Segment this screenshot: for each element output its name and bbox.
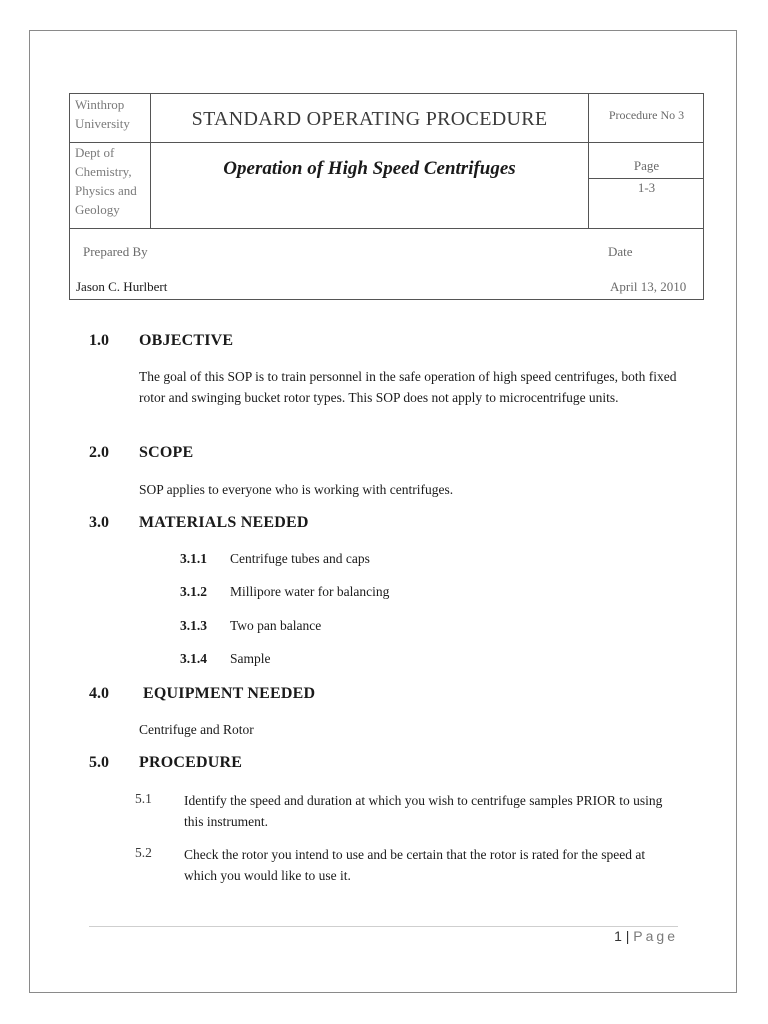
section-number: 2.0 xyxy=(89,444,109,461)
procedure-step-text: Identify the speed and duration at which you wish to centrifuge samples PRIOR to using this instrument. xyxy=(184,793,663,829)
material-item: Millipore water for balancing xyxy=(230,584,390,599)
header-divider xyxy=(588,178,703,179)
header-divider xyxy=(70,142,703,143)
material-number: 3.1.4 xyxy=(180,651,207,666)
procedure-number: Procedure No 3 xyxy=(608,108,685,122)
footer-rule xyxy=(89,926,678,927)
date-label: Date xyxy=(608,244,633,259)
procedure-step-number: 5.1 xyxy=(135,791,152,806)
department-name: Dept of Chemistry, Physics and Geology xyxy=(75,145,137,217)
section-title-procedure: PROCEDURE xyxy=(139,754,243,771)
section-title-scope: SCOPE xyxy=(139,444,194,461)
section-title-materials: MATERIALS NEEDED xyxy=(139,514,309,531)
equipment-text: Centrifuge and Rotor xyxy=(139,722,254,737)
section-number: 4.0 xyxy=(89,685,109,702)
objective-text: The goal of this SOP is to train personnel in the safe operation of high speed centrifuges, both fixed rotor and swinging bucket rotor types. This SOP does not apply to microcentrifuge units. xyxy=(139,369,677,405)
material-number: 3.1.1 xyxy=(180,551,207,566)
material-number: 3.1.2 xyxy=(180,584,207,599)
material-item: Centrifuge tubes and caps xyxy=(230,551,370,566)
section-title-objective: OBJECTIVE xyxy=(139,332,234,349)
procedure-step-text: Check the rotor you intend to use and be certain that the rotor is rated for the speed at which you would like to use it. xyxy=(184,847,646,883)
prepared-by-label: Prepared By xyxy=(83,244,148,259)
footer-separator: | xyxy=(625,928,630,944)
material-item: Two pan balance xyxy=(230,618,322,633)
footer-page-number: 1 xyxy=(614,928,622,944)
material-item: Sample xyxy=(230,651,271,666)
section-title-equipment: EQUIPMENT NEEDED xyxy=(143,685,316,702)
procedure-step-number: 5.2 xyxy=(135,845,152,860)
scope-text: SOP applies to everyone who is working with centrifuges. xyxy=(139,482,454,497)
document-type: STANDARD OPERATING PROCEDURE xyxy=(191,108,548,130)
page-footer xyxy=(614,928,678,944)
section-number: 5.0 xyxy=(89,754,109,771)
footer-page-word: Page xyxy=(633,928,678,944)
page-label: Page xyxy=(633,158,660,173)
author-name: Jason C. Hurlbert xyxy=(76,279,168,294)
sop-header-table xyxy=(69,93,704,300)
material-number: 3.1.3 xyxy=(180,618,207,633)
document-date: April 13, 2010 xyxy=(610,279,687,294)
section-number: 1.0 xyxy=(89,332,109,349)
section-number: 3.0 xyxy=(89,514,109,531)
page-range: 1-3 xyxy=(637,180,656,195)
university-name: Winthrop University xyxy=(75,97,130,131)
header-divider xyxy=(70,228,703,229)
document-title: Operation of High Speed Centrifuges xyxy=(223,158,516,179)
